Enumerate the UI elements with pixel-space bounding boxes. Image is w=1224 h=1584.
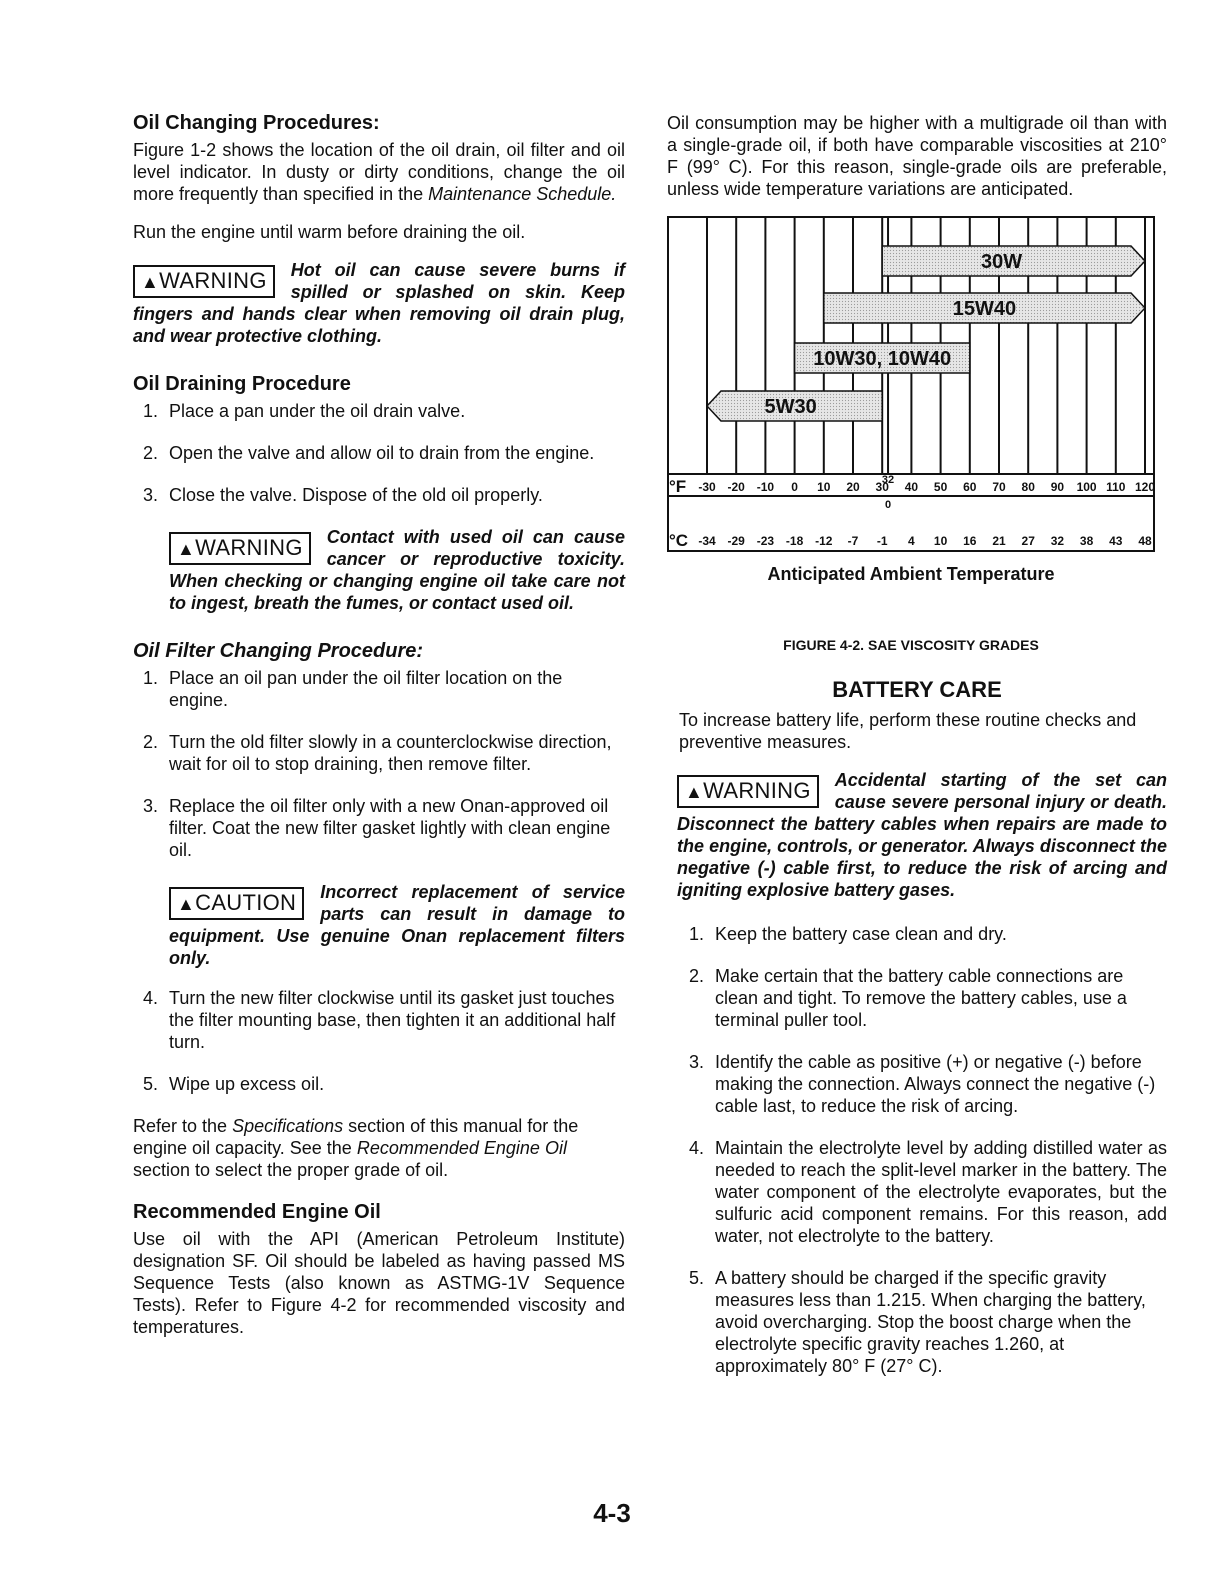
list-item: 1. Place a pan under the oil drain valve. xyxy=(143,401,466,421)
list-item: 1. Place an oil pan under the oil filter location on the engine. xyxy=(143,668,563,710)
fahrenheit-tick-label: -10 xyxy=(756,480,775,494)
viscosity-chart xyxy=(667,216,1155,552)
hot-oil-warning xyxy=(133,259,625,347)
fahrenheit-tick-label: 110 xyxy=(1106,480,1126,494)
celsius-tick-label: -1 xyxy=(876,534,888,548)
left-column xyxy=(133,112,625,1354)
celsius-tick-label: -29 xyxy=(727,534,745,548)
warning-badge: ▲WARNING xyxy=(169,532,311,565)
warm-engine-paragraph: Run the engine until warm before draining the oil. xyxy=(133,222,526,242)
celsius-tick-label: 10 xyxy=(933,534,948,548)
caution-notice xyxy=(169,881,625,969)
recommended-oil-ref: Recommended Engine Oil xyxy=(356,1138,567,1158)
battery-warning-text: Accidental starting of the set can cause severe personal injury or death. Disconnect the battery cables when repairs are made to the engine, controls, or generator. Always disconnect the negative (-) cable first, to reduce the risk of arcing and igniting explosive battery gases. xyxy=(677,770,1167,900)
battery-steps xyxy=(679,923,1167,1377)
warning-badge: ▲WARNING xyxy=(133,265,275,298)
maintenance-schedule-ref: Maintenance Schedule. xyxy=(428,184,617,204)
fahrenheit-tick-label: -30 xyxy=(698,480,716,494)
celsius-tick-label: 32 xyxy=(1050,534,1065,548)
viscosity-bar-label: 5W30 xyxy=(764,396,817,418)
battery-warning xyxy=(677,769,1167,901)
list-item: 3. Close the valve. Dispose of the old oil properly. xyxy=(143,485,543,505)
fahrenheit-tick-label: 90 xyxy=(1050,480,1065,494)
warning-triangle-icon: ▲ xyxy=(177,539,196,559)
celsius-tick-label: 43 xyxy=(1109,534,1123,548)
fahrenheit-tick-label: 50 xyxy=(933,480,948,494)
list-item: 3. Replace the oil filter only with a new Onan-approved oil filter. Coat the new filter gasket lightly with clean engine oil. xyxy=(143,796,611,860)
celsius-tick-label: 21 xyxy=(992,534,1006,548)
viscosity-bar-label: 10W30, 10W40 xyxy=(813,348,952,370)
oil-filter-heading: Oil Filter Changing Procedure: xyxy=(133,640,424,662)
freezing-f-label: 32 xyxy=(881,474,895,486)
right-column xyxy=(667,112,1167,1397)
list-item: 4. Turn the new filter clockwise until its gasket just touches the filter mounting base, then tighten it an additional half turn. xyxy=(143,988,616,1052)
oil-changing-paragraph xyxy=(133,139,625,205)
oil-draining-steps xyxy=(133,400,625,506)
caution-badge: ▲CAUTION xyxy=(169,887,304,920)
celsius-tick-label: -23 xyxy=(756,534,775,548)
warning-triangle-icon: ▲ xyxy=(177,894,196,914)
page-number: 4-3 xyxy=(593,1498,631,1528)
fahrenheit-tick-label: 30 xyxy=(875,480,889,494)
list-item: 3. Identify the cable as positive (+) or negative (-) before making the connection. Always connect the negative (-) cable last, to reduce the risk of arcing. xyxy=(689,1052,1156,1116)
celsius-tick-label: -18 xyxy=(785,534,804,548)
fahrenheit-tick-label: 80 xyxy=(1021,480,1035,494)
chart-x-axis-label: Anticipated Ambient Temperature xyxy=(767,564,1055,584)
oil-consumption-paragraph: Oil consumption may be higher with a multigrade oil than with a single-grade oil, if both have comparable viscosities at 210° F (99° C). For this reason, single-grade oils are preferable, unless wide temperature variations are anticipated. xyxy=(667,113,1167,199)
celsius-tick-label: 16 xyxy=(963,534,977,548)
battery-intro: To increase battery life, perform these routine checks and preventive measures. xyxy=(679,710,1137,752)
celsius-unit-label: °C xyxy=(669,531,689,550)
fahrenheit-tick-label: -20 xyxy=(727,480,745,494)
celsius-tick-label: 38 xyxy=(1079,534,1094,548)
oil-changing-heading: Oil Changing Procedures: xyxy=(133,112,380,134)
warning-badge: ▲WARNING xyxy=(677,775,819,808)
celsius-tick-label: -34 xyxy=(698,534,716,548)
figure-caption: FIGURE 4-2. SAE VISCOSITY GRADES xyxy=(783,637,1039,653)
viscosity-chart-svg xyxy=(667,216,1155,552)
celsius-tick-label: -7 xyxy=(847,534,859,548)
celsius-tick-label: -12 xyxy=(815,534,833,548)
fahrenheit-tick-label: 10 xyxy=(817,480,831,494)
fahrenheit-tick-label: 20 xyxy=(846,480,860,494)
oil-changing-text: Figure 1-2 shows the location of the oil drain, oil filter and oil level indicator. In dusty or dirty conditions, change the oil more frequently than specified in the xyxy=(133,140,625,204)
used-oil-warning-text: Contact with used oil can cause cancer or reproductive toxicity. When checking or changing engine oil take care not to ingest, breath the fumes, or contact used oil. xyxy=(169,527,625,613)
list-item: 4. Maintain the electrolyte level by adding distilled water as needed to reach the split-level marker in the battery. The water component of the electrolyte evaporates, but the sulfuric acid component remains. For this reason, add water, not electrolyte to the battery. xyxy=(689,1138,1167,1246)
list-item: 5. Wipe up excess oil. xyxy=(143,1074,325,1094)
list-item: 5. A battery should be charged if the specific gravity measures less than 1.215. When charging the battery, avoid overcharging. Stop the boost charge when the electrolyte specific gravity reaches 1.260, at approximately 80° F (27° C). xyxy=(689,1268,1146,1376)
specifications-ref: Specifications xyxy=(232,1116,344,1136)
celsius-tick-label: 4 xyxy=(908,534,915,548)
warning-triangle-icon: ▲ xyxy=(685,782,704,802)
used-oil-warning xyxy=(169,526,625,614)
hot-oil-warning-text: Hot oil can cause severe burns if spilled or splashed on skin. Keep fingers and hands clear when removing oil drain plug, and wear protective clothing. xyxy=(133,260,625,346)
list-item: 2. Turn the old filter slowly in a counterclockwise direction, wait for oil to stop draining, then remove filter. xyxy=(143,732,612,774)
recommended-oil-heading: Recommended Engine Oil xyxy=(133,1201,381,1223)
recommended-oil-text: Use oil with the API (American Petroleum Institute) designation SF. Oil should be labeled as having passed MS Sequence Tests (also known as ASTMG-1V Sequence Tests). Refer to Figure 4-2 for recommended viscosity and temperatures. xyxy=(133,1229,625,1337)
warning-triangle-icon: ▲ xyxy=(141,272,160,292)
list-item: 1. Keep the battery case clean and dry. xyxy=(689,924,1007,944)
fahrenheit-tick-label: 100 xyxy=(1076,480,1097,494)
fahrenheit-tick-label: 120 xyxy=(1134,480,1155,494)
oil-draining-heading: Oil Draining Procedure xyxy=(133,373,351,395)
celsius-tick-label: 27 xyxy=(1021,534,1035,548)
fahrenheit-unit-label: °F xyxy=(669,477,687,496)
oil-filter-steps-continued xyxy=(133,987,625,1095)
fahrenheit-tick-label: 70 xyxy=(992,480,1006,494)
fahrenheit-tick-label: 60 xyxy=(963,480,977,494)
chart-bars xyxy=(707,246,1145,421)
fahrenheit-tick-label: 40 xyxy=(904,480,919,494)
viscosity-bar-label: 15W40 xyxy=(952,298,1017,320)
celsius-tick-label: 48 xyxy=(1138,534,1152,548)
viscosity-bar-label: 30W xyxy=(981,251,1023,273)
refer-paragraph: Refer to the Specifications section of this manual for the engine oil capacity. See the Recommended Engine Oil section to select the proper grade of oil. xyxy=(133,1116,579,1180)
list-item: 2. Open the valve and allow oil to drain from the engine. xyxy=(143,443,595,463)
oil-filter-steps xyxy=(133,667,625,861)
list-item: 2. Make certain that the battery cable connections are clean and tight. To remove the battery cables, use a terminal puller tool. xyxy=(689,966,1127,1030)
battery-care-heading: BATTERY CARE xyxy=(832,677,1002,702)
caution-text: Incorrect replacement of service parts can result in damage to equipment. Use genuine Onan replacement filters only. xyxy=(169,882,625,968)
freezing-c-label: 0 xyxy=(884,499,892,511)
fahrenheit-tick-label: 0 xyxy=(791,480,798,494)
